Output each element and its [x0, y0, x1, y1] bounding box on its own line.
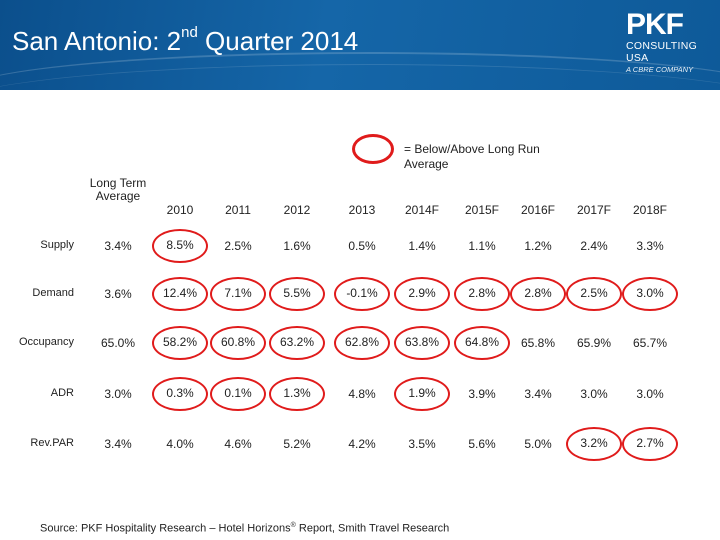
column-header: 2015F	[464, 203, 500, 217]
table-cell: 5.2%	[283, 437, 311, 451]
table-cell: 2.7%	[622, 427, 678, 461]
table-cell: 1.3%	[269, 377, 325, 411]
column-header: 2011	[225, 203, 251, 217]
table-cell: 5.6%	[468, 437, 496, 451]
table-cell: 7.1%	[210, 277, 266, 311]
table-cell: 3.4%	[104, 239, 132, 253]
column-header: Long Term Average	[89, 176, 147, 203]
table-cell: 2.8%	[454, 277, 510, 311]
table-cell: 4.2%	[348, 437, 376, 451]
table-cell: 12.4%	[152, 277, 208, 311]
table-cell: 5.5%	[269, 277, 325, 311]
row-label-demand: Demand	[32, 287, 74, 299]
table-cell: 3.4%	[104, 437, 132, 451]
column-header: 2017F	[576, 203, 612, 217]
table-cell: 65.8%	[520, 336, 556, 350]
column-header: 2014F	[404, 203, 440, 217]
row-label-adr: ADR	[50, 387, 74, 399]
table-cell: 4.6%	[224, 437, 252, 451]
table-cell: 65.7%	[632, 336, 668, 350]
table-cell: 4.0%	[166, 437, 194, 451]
row-label-revpar: Rev.PAR	[30, 437, 74, 449]
row-label-supply: Supply	[40, 239, 74, 251]
table-cell: 65.0%	[100, 336, 136, 350]
table-cell: 3.5%	[408, 437, 436, 451]
table-cell: 3.0%	[580, 387, 608, 401]
table-cell: 3.0%	[636, 387, 664, 401]
table-cell: -0.1%	[334, 277, 390, 311]
legend-text: = Below/Above Long Run Average	[404, 142, 540, 171]
table-cell: 3.6%	[104, 287, 132, 301]
table-cell: 0.5%	[348, 239, 376, 253]
table-cell: 1.1%	[468, 239, 496, 253]
pkf-logo	[626, 10, 716, 86]
logo-line-1: CONSULTING	[626, 40, 698, 52]
table-cell: 3.9%	[468, 387, 496, 401]
table-cell: 1.9%	[394, 377, 450, 411]
table-cell: 2.5%	[224, 239, 252, 253]
column-header: 2012	[283, 203, 311, 217]
source-note: Source: PKF Hospitality Research – Hotel Horizons® Report, Smith Travel Research	[40, 522, 450, 535]
logo-subline: A CBRE COMPANY	[626, 65, 694, 74]
table-cell: 3.2%	[566, 427, 622, 461]
table-cell: 63.8%	[394, 326, 450, 360]
table-cell: 4.8%	[348, 387, 376, 401]
table-cell: 3.3%	[636, 239, 664, 253]
table-cell: 3.0%	[622, 277, 678, 311]
table-cell: 0.3%	[152, 377, 208, 411]
table-cell: 2.5%	[566, 277, 622, 311]
table-cell: 60.8%	[210, 326, 266, 360]
legend-circle-icon	[352, 134, 394, 164]
table-cell: 5.0%	[524, 437, 552, 451]
table-cell: 2.4%	[580, 239, 608, 253]
table-cell: 1.6%	[283, 239, 311, 253]
table-cell: 65.9%	[576, 336, 612, 350]
table-cell: 2.9%	[394, 277, 450, 311]
table-cell: 8.5%	[152, 229, 208, 263]
row-label-occupancy: Occupancy	[18, 336, 74, 348]
logo-mark: PKF	[626, 8, 683, 41]
slide-header	[0, 0, 720, 90]
table-cell: 1.2%	[524, 239, 552, 253]
table-cell: 1.4%	[408, 239, 436, 253]
table-cell: 64.8%	[454, 326, 510, 360]
column-header: 2010	[166, 203, 194, 217]
table-cell: 3.4%	[524, 387, 552, 401]
table-cell: 3.0%	[104, 387, 132, 401]
table-cell: 58.2%	[152, 326, 208, 360]
column-header: 2016F	[520, 203, 556, 217]
table-cell: 2.8%	[510, 277, 566, 311]
table-cell: 62.8%	[334, 326, 390, 360]
column-header: 2018F	[632, 203, 668, 217]
logo-line-2: USA	[626, 52, 649, 64]
table-cell: 0.1%	[210, 377, 266, 411]
table-cell: 63.2%	[269, 326, 325, 360]
column-header: 2013	[348, 203, 376, 217]
slide-title: San Antonio: 2nd Quarter 2014	[12, 24, 359, 56]
